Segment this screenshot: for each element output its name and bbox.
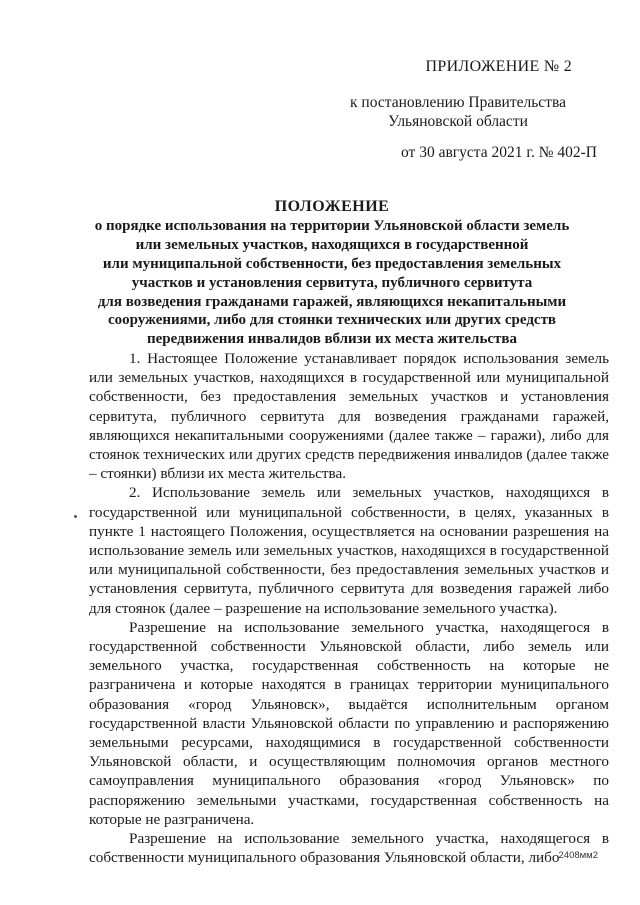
document-body [89, 349, 609, 867]
body-paragraph: Разрешение на использование земельного участка, находящегося в собственности муниципального образования Ульяновской области, либо [89, 830, 609, 867]
document-title-line: или земельных участков, находящихся в государственной [135, 236, 529, 253]
body-paragraph: 1. Настоящее Положение устанавливает порядок использования земель или земельных участков, находящихся в государственной или муниципальной собственности, без предоставления земельных участков и установления сервитута, публичного сервитута для возведения гражданами гаражей, являющихся некапитальными сооружениями (далее также – гаражи), либо для стоянок технических или других средств передвижения инвалидов (далее также – стоянки) вблизи их места жительства. [89, 350, 609, 483]
body-paragraph: 2. Использование земель или земельных участков, находящихся в государственной или муниципальной собственности, в целях, указанных в пункте 1 настоящего Положения, осуществляется на основании разрешения на использование земель или земельных участков, находящихся в государственной или муниципальной собственности, без предоставления земельных участков и установления сервитута, публичного сервитута для возведения гаражей либо для стоянок (далее – разрешение на использование земельного участка). [89, 484, 609, 617]
document-title [82, 198, 582, 349]
appendix-title: ПРИЛОЖЕНИЕ № 2 [425, 58, 572, 75]
resolution-reference-line2: Ульяновской области [388, 113, 528, 130]
document-title-line: сооружениями, либо для стоянки технических или других средств [107, 312, 557, 329]
page-mark: 2408мм2 [558, 850, 598, 861]
document-title-line: для возведения гражданами гаражей, являющихся некапитальными [97, 293, 567, 310]
resolution-reference [338, 93, 578, 131]
document-title-line: участков и установления сервитута, публичного сервитута [131, 274, 533, 291]
document-title-line: передвижения инвалидов вблизи их места жительства [147, 331, 517, 348]
document-title-line: о порядке использования на территории Ульяновской области земель [94, 217, 570, 234]
resolution-reference-line1: к постановлению Правительства [350, 94, 566, 111]
body-paragraph: Разрешение на использование земельного участка, находящегося в государственной собственности Ульяновской области, либо земель или земельного участка, государственная собственность на которые не разграничена и которые находятся в границах территории муниципального образования «город Ульяновск», выдаётся исполнительным органом государственной власти Ульяновской области по управлению и распоряжению земельными ресурсами, находящимися в государственной собственности Ульяновской области, и осуществляющим полномочия органов местного самоуправления муниципального образования «город Ульяновск» по распоряжению земельными участками, государственная собственность на которые не разграничена. [89, 618, 609, 828]
document-title-line: или муниципальной собственности, без предоставления земельных [102, 255, 562, 272]
document-title-main: ПОЛОЖЕНИЕ [274, 198, 390, 215]
resolution-date-number: от 30 августа 2021 г. № 402-П [401, 144, 597, 161]
scan-artifact [74, 515, 77, 518]
